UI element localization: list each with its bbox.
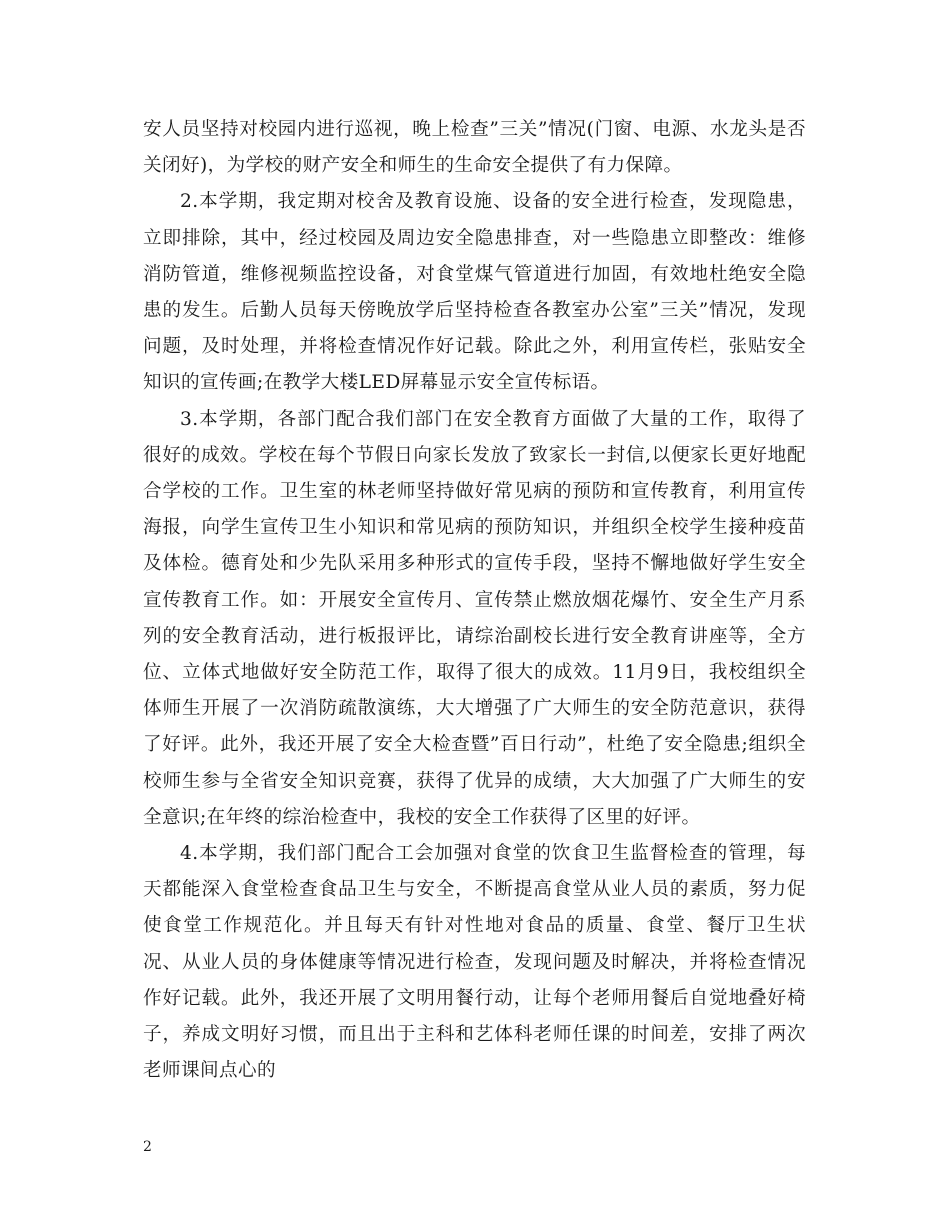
paragraph-1: 安人员坚持对校园内进行巡视，晚上检查”三关”情况(门窗、电源、水龙头是否关闭好)，为学校的财产安全和师生的生命安全提供了有力保障。 [143,119,806,177]
body-text [143,112,806,1089]
page-number: 2 [143,1139,152,1155]
paragraph-2: 2.本学期，我定期对校舍及教育设施、设备的安全进行检查，发现隐患，立即排除，其中，经过校园及周边安全隐患排查，对一些隐患立即整改：维修消防管道，维修视频监控设备，对食堂煤气管道进行加固，有效地杜绝安全隐患的发生。后勤人员每天傍晚放学后坚持检查各教室办公室”三关”情况，发现问题，及时处理，并将检查情况作好记载。除此之外，利用宣传栏，张贴安全知识的宣传画;在教学大楼LED屏幕显示安全宣传标语。 [143,191,806,394]
paragraph-3: 3.本学期，各部门配合我们部门在安全教育方面做了大量的工作，取得了很好的成效。学校在每个节假日向家长发放了致家长一封信,以便家长更好地配合学校的工作。卫生室的林老师坚持做好常见病的预防和宣传教育，利用宣传海报，向学生宣传卫生小知识和常见病的预防知识，并组织全校学生接种疫苗及体检。德育处和少先队采用多种形式的宣传手段，坚持不懈地做好学生安全宣传教育工作。如：开展安全宣传月、宣传禁止燃放烟花爆竹、安全生产月系列的安全教育活动，进行板报评比，请综治副校长进行安全教育讲座等，全方位、立体式地做好安全防范工作，取得了很大的成效。11月9日，我校组织全体师生开展了一次消防疏散演练，大大增强了广大师生的安全防范意识，获得了好评。此外，我还开展了安全大检查暨”百日行动”，杜绝了安全隐患;组织全校师生参与全省安全知识竞赛，获得了优异的成绩，大大加强了广大师生的安全意识;在年终的综治检查中，我校的安全工作获得了区里的好评。 [143,408,806,828]
paragraph-4: 4.本学期，我们部门配合工会加强对食堂的饮食卫生监督检查的管理，每天都能深入食堂检查食品卫生与安全，不断提高食堂从业人员的素质，努力促使食堂工作规范化。并且每天有针对性地对食品的质量、食堂、餐厅卫生状况、从业人员的身体健康等情况进行检查，发现问题及时解决，并将检查情况作好记载。此外，我还开展了文明用餐行动，让每个老师用餐后自觉地叠好椅子，养成文明好习惯，而且出于主科和艺体科老师任课的时间差，安排了两次老师课间点心的 [143,843,806,1082]
